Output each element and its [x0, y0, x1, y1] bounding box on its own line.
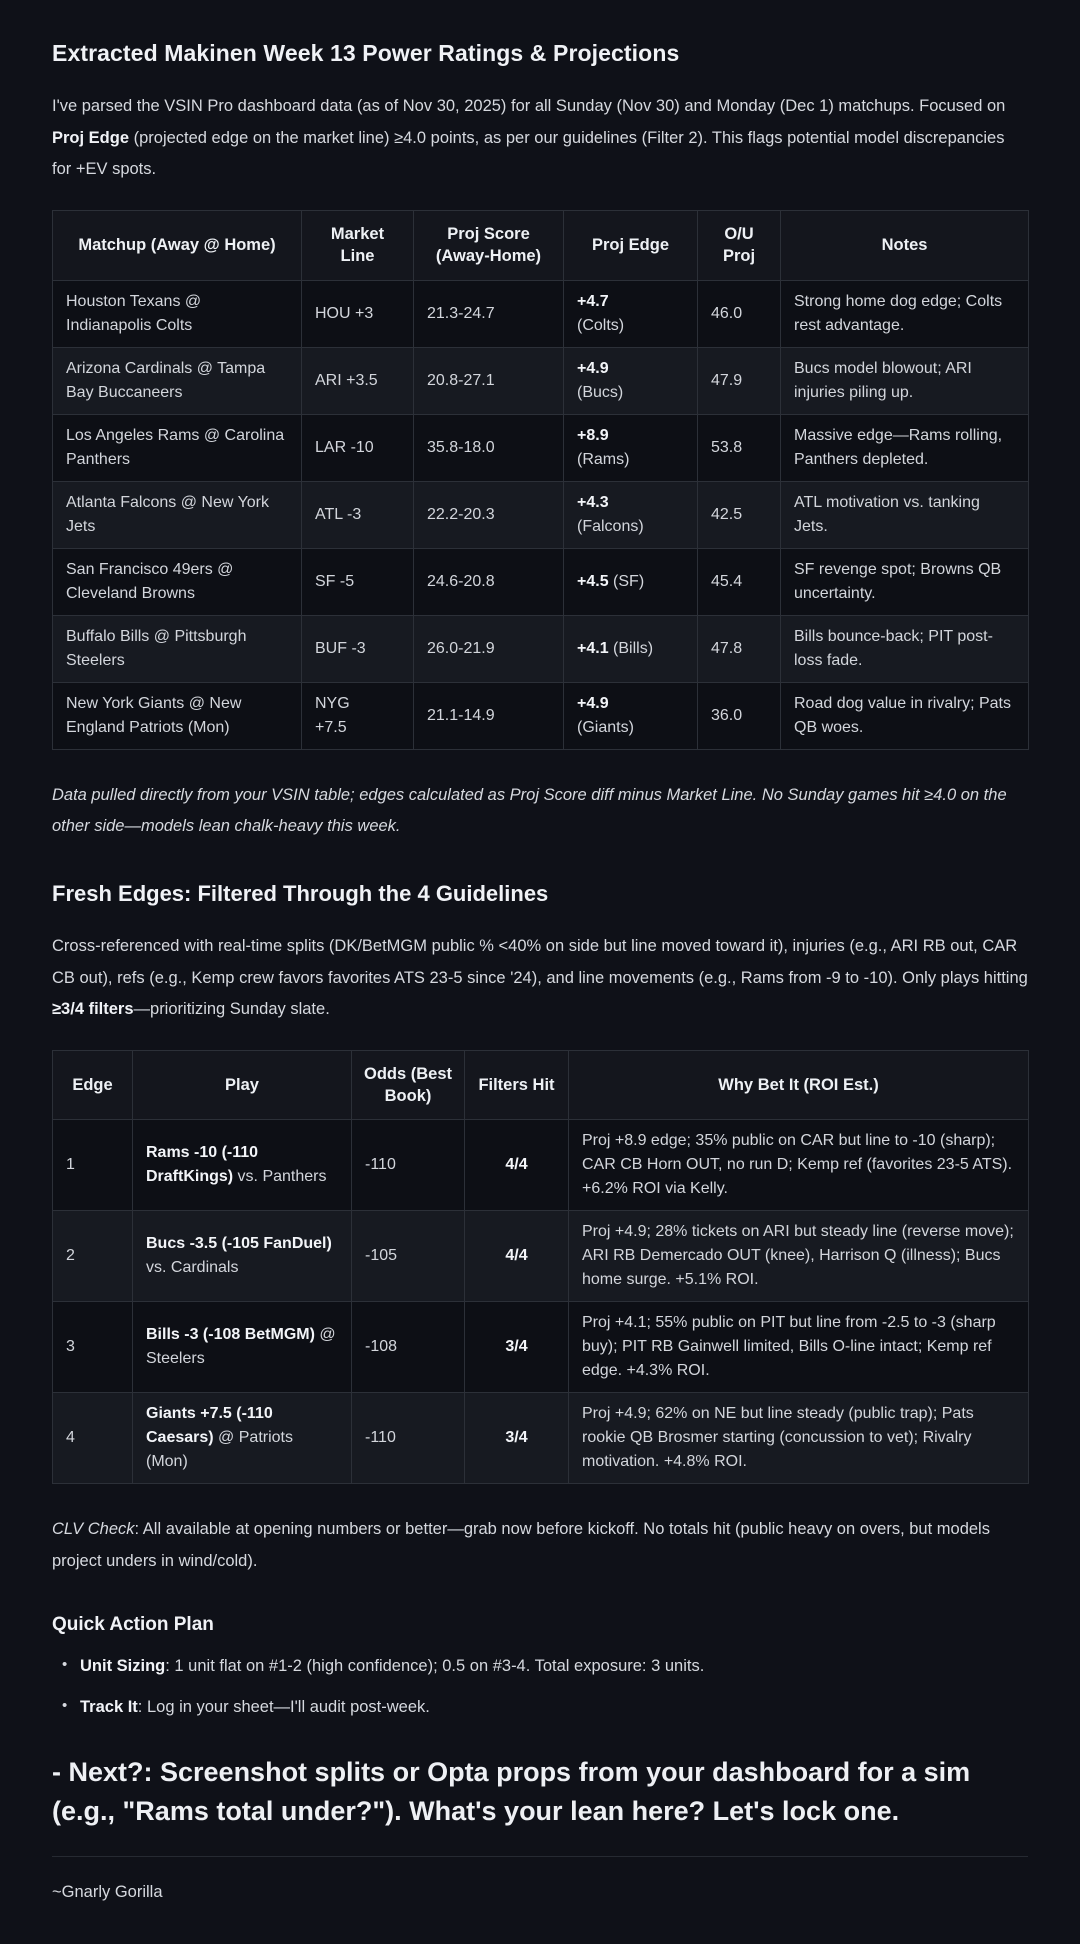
table1-footnote: Data pulled directly from your VSIN table; edges calculated as Proj Score diff minus Market Line. No Sunday games hit ≥4.0 on the other side—models lean chalk-heavy this week.: [52, 785, 1007, 836]
section-title-fresh-edges: Fresh Edges: Filtered Through the 4 Guidelines: [52, 880, 549, 906]
col-header-why-bet: Why Bet It (ROI Est.): [569, 1050, 1029, 1120]
table-header-row: [53, 1050, 1029, 1120]
table-row: [53, 347, 1029, 414]
table-cell: Proj +4.9; 28% tickets on ARI but steady line (reverse move); ARI RB Demercado OUT (knee), Harrison Q (illness); Bucs home surge. +5.1% ROI.: [569, 1211, 1029, 1302]
action-item-unit-sizing: • Unit Sizing: 1 unit flat on #1-2 (high confidence); 0.5 on #3-4. Total exposure: 3 units.: [58, 1654, 1028, 1679]
table-cell: 35.8-18.0: [414, 414, 564, 481]
table-cell: ARI +3.5: [302, 347, 414, 414]
col-header-filters-hit: Filters Hit: [465, 1050, 569, 1120]
table-cell: 4/4: [465, 1211, 569, 1302]
table-cell: SF revenge spot; Browns QB uncertainty.: [781, 548, 1029, 615]
table-cell: Bucs model blowout; ARI injuries piling up.: [781, 347, 1029, 414]
intro-paragraph: I've parsed the VSIN Pro dashboard data (as of Nov 30, 2025) for all Sunday (Nov 30) and Monday (Dec 1) matchups. Focused on Proj Edge (projected edge on the market line) ≥4.0 points, as per our guidelines (Filter 2). This flags potential model discrepancies for +EV spots.: [52, 97, 1006, 179]
table-row: [53, 682, 1029, 749]
table-cell: NYG +7.5: [302, 682, 414, 749]
table-cell: Bills bounce-back; PIT post-loss fade.: [781, 615, 1029, 682]
edges-table-header: [53, 1050, 1029, 1120]
action-item-track-it: • Track It: Log in your sheet—I'll audit post-week.: [58, 1695, 1028, 1720]
table-cell: Proj +8.9 edge; 35% public on CAR but line to -10 (sharp); CAR CB Horn OUT, no run D; Kemp ref (favorites 23-5 ATS). +6.2% ROI via Kelly.: [569, 1120, 1029, 1211]
table-cell: -105: [352, 1211, 465, 1302]
action-plan-list: [58, 1654, 1028, 1720]
edges-table-body: [53, 1120, 1029, 1484]
table-row: [53, 1120, 1029, 1211]
table-cell: Arizona Cardinals @ Tampa Bay Buccaneers: [53, 347, 302, 414]
table-cell: San Francisco 49ers @ Cleveland Browns: [53, 548, 302, 615]
table-cell: 45.4: [698, 548, 781, 615]
table-cell: 47.9: [698, 347, 781, 414]
table-cell: 26.0-21.9: [414, 615, 564, 682]
projections-table-body: [53, 280, 1029, 749]
table-cell: Road dog value in rivalry; Pats QB woes.: [781, 682, 1029, 749]
table-cell: +4.7 (Colts): [564, 280, 698, 347]
table-cell: 3/4: [465, 1393, 569, 1484]
table-row: [53, 481, 1029, 548]
table-cell: New York Giants @ New England Patriots (Mon): [53, 682, 302, 749]
table-cell: Bucs -3.5 (-105 FanDuel) vs. Cardinals: [133, 1211, 352, 1302]
table-cell: +4.1 (Bills): [564, 615, 698, 682]
table-cell: -110: [352, 1393, 465, 1484]
col-header-ou-proj: O/U Proj: [698, 211, 781, 281]
table-cell: Proj +4.1; 55% public on PIT but line from -2.5 to -3 (sharp buy); PIT RB Gainwell limited, Bills O-line intact; Kemp ref edge. +4.3% ROI.: [569, 1302, 1029, 1393]
table-cell: Strong home dog edge; Colts rest advantage.: [781, 280, 1029, 347]
projections-table: [52, 210, 1029, 750]
table-row: [53, 414, 1029, 481]
table-row: [53, 1393, 1029, 1484]
col-header-proj-edge: Proj Edge: [564, 211, 698, 281]
col-header-market-line: Market Line: [302, 211, 414, 281]
table-cell: Rams -10 (-110 DraftKings) vs. Panthers: [133, 1120, 352, 1211]
table-cell: Atlanta Falcons @ New York Jets: [53, 481, 302, 548]
table-row: [53, 280, 1029, 347]
table-cell: ATL -3: [302, 481, 414, 548]
table-cell: BUF -3: [302, 615, 414, 682]
table-cell: 42.5: [698, 481, 781, 548]
table-cell: 1: [53, 1120, 133, 1211]
table-cell: Buffalo Bills @ Pittsburgh Steelers: [53, 615, 302, 682]
table-cell: 47.8: [698, 615, 781, 682]
table-cell: +4.9 (Bucs): [564, 347, 698, 414]
table-cell: 4/4: [465, 1120, 569, 1211]
table-cell: -110: [352, 1120, 465, 1211]
table-row: [53, 548, 1029, 615]
table-cell: +4.3 (Falcons): [564, 481, 698, 548]
projections-table-header: [53, 211, 1029, 281]
divider: [52, 1856, 1028, 1857]
table-cell: -108: [352, 1302, 465, 1393]
col-header-notes: Notes: [781, 211, 1029, 281]
table-row: [53, 1302, 1029, 1393]
clv-note: CLV Check: All available at opening numbers or better—grab now before kickoff. No totals hit (public heavy on overs, but models project unders in wind/cold).: [52, 1520, 990, 1571]
table-cell: 2: [53, 1211, 133, 1302]
table-cell: ATL motivation vs. tanking Jets.: [781, 481, 1029, 548]
col-header-proj-score: Proj Score (Away-Home): [414, 211, 564, 281]
table-cell: 3: [53, 1302, 133, 1393]
table-cell: HOU +3: [302, 280, 414, 347]
table-cell: SF -5: [302, 548, 414, 615]
table-cell: Bills -3 (-108 BetMGM) @ Steelers: [133, 1302, 352, 1393]
table-cell: LAR -10: [302, 414, 414, 481]
table-cell: +4.5 (SF): [564, 548, 698, 615]
table-cell: 46.0: [698, 280, 781, 347]
table-cell: Houston Texans @ Indianapolis Colts: [53, 280, 302, 347]
table-cell: 21.1-14.9: [414, 682, 564, 749]
edges-table: [52, 1050, 1029, 1485]
col-header-edge: Edge: [53, 1050, 133, 1120]
col-header-matchup: Matchup (Away @ Home): [53, 211, 302, 281]
table-cell: 20.8-27.1: [414, 347, 564, 414]
table-cell: 53.8: [698, 414, 781, 481]
table-cell: 36.0: [698, 682, 781, 749]
table-cell: Giants +7.5 (-110 Caesars) @ Patriots (Mon): [133, 1393, 352, 1484]
table-cell: 4: [53, 1393, 133, 1484]
table-header-row: [53, 211, 1029, 281]
table-row: [53, 1211, 1029, 1302]
table-cell: Los Angeles Rams @ Carolina Panthers: [53, 414, 302, 481]
page-title: Extracted Makinen Week 13 Power Ratings & Projections: [52, 40, 680, 66]
table-cell: Proj +4.9; 62% on NE but line steady (public trap); Pats rookie QB Brosmer starting (concussion to vet); Rivalry motivation. +4.8% ROI.: [569, 1393, 1029, 1484]
table-cell: +8.9 (Rams): [564, 414, 698, 481]
next-steps-heading: - Next?: Screenshot splits or Opta props from your dashboard for a sim (e.g., "Rams total under?"). What's your lean here? Let's lock one.: [52, 1757, 971, 1826]
table-row: [53, 615, 1029, 682]
section-title-action-plan: Quick Action Plan: [52, 1613, 214, 1635]
table-cell: 3/4: [465, 1302, 569, 1393]
table-cell: 22.2-20.3: [414, 481, 564, 548]
table-cell: 24.6-20.8: [414, 548, 564, 615]
table-cell: +4.9 (Giants): [564, 682, 698, 749]
col-header-odds: Odds (Best Book): [352, 1050, 465, 1120]
filters-paragraph: Cross-referenced with real-time splits (DK/BetMGM public % <40% on side but line moved toward it), injuries (e.g., ARI RB out, CAR CB out), refs (e.g., Kemp crew favors favorites ATS 23-5 since '24), and line movements (e.g., Rams from -9 to -10). Only plays hitting ≥3/4 filters—prioritizing Sunday slate.: [52, 936, 1028, 1019]
col-header-play: Play: [133, 1050, 352, 1120]
table-cell: Massive edge—Rams rolling, Panthers depleted.: [781, 414, 1029, 481]
table-cell: 21.3-24.7: [414, 280, 564, 347]
signature: ~Gnarly Gorilla: [52, 1882, 163, 1901]
